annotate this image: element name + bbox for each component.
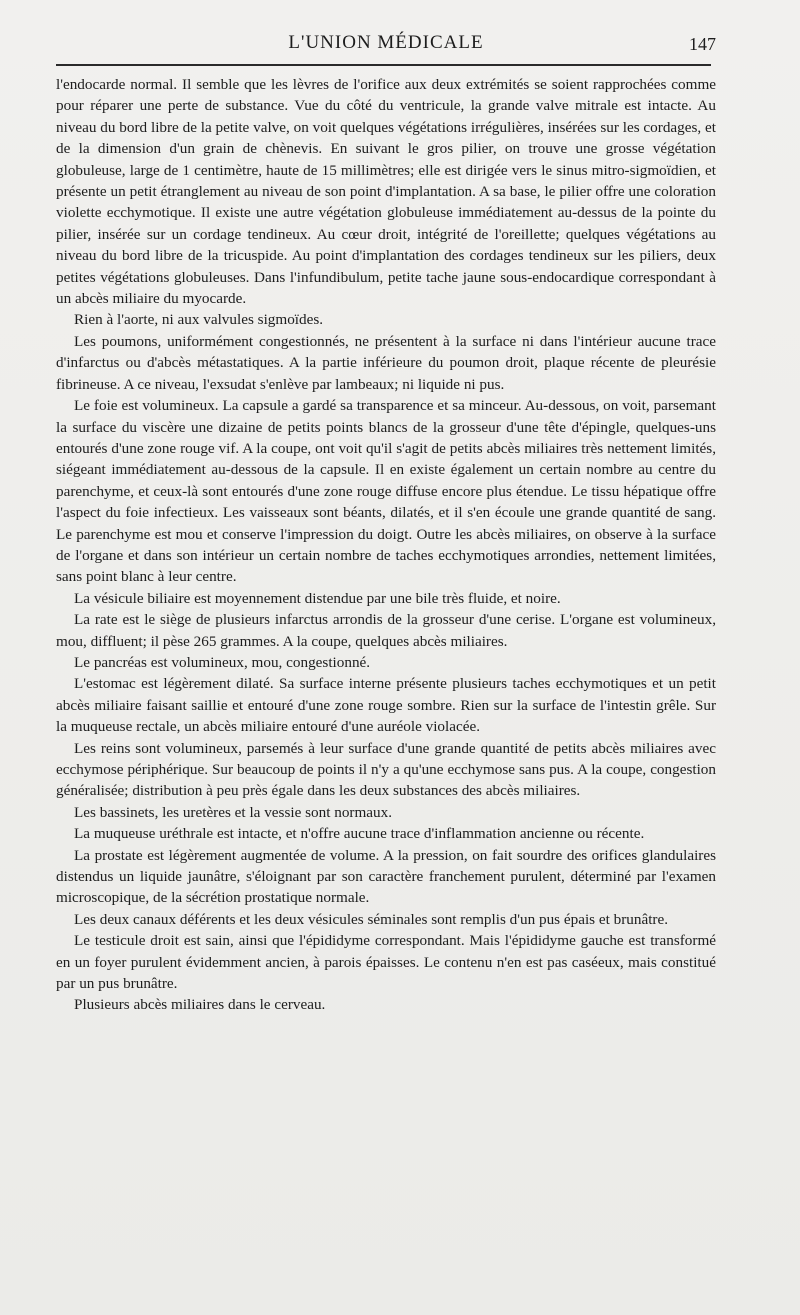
paragraph: Rien à l'aorte, ni aux valvules sigmoïdes. xyxy=(74,311,324,329)
page-header xyxy=(56,28,716,60)
paragraph: Les bassinets, les uretères et la vessie sont normaux. xyxy=(74,803,393,821)
paragraph: Le testicule droit est sain, ainsi que l'épididyme correspondant. Mais l'épididyme gauche est transformé en un foyer purulent évidemment ancien, à parois épaisses. Le contenu n'en est pas caséeux, mais constitué par un pus brunâtre. xyxy=(56,932,716,993)
paragraph: Plusieurs abcès miliaires dans le cerveau. xyxy=(74,996,326,1014)
article-body xyxy=(56,74,716,1016)
paragraph: L'estomac est légèrement dilaté. Sa surface interne présente plusieurs taches ecchymotiques et un petit abcès miliaire faisant saillie et entouré d'une zone rouge sombre. Rien sur la surface de l'intestin grêle. Sur la muqueuse rectale, un abcès miliaire entouré d'une auréole violacée. xyxy=(56,675,716,736)
paragraph: Les deux canaux déférents et les deux vésicules séminales sont remplis d'un pus épais et brunâtre. xyxy=(74,910,669,928)
page-number: 147 xyxy=(689,34,716,54)
running-title: L'UNION MÉDICALE xyxy=(288,32,484,53)
paragraph: Le pancréas est volumineux, mou, congestionné. xyxy=(74,653,371,671)
paragraph: l'endocarde normal. Il semble que les lèvres de l'orifice aux deux extrémités se soient rapprochées comme pour réparer une perte de substance. Vue du côté du ventricule, la grande valve mitrale est intacte. Au niveau du bord libre de la petite valve, on voit quelques végétations irrégulières, insérées sur les cordages, et de la dimension d'un grain de chènevis. En suivant le gros pilier, on trouve une grosse végétation globuleuse, large de 1 centimètre, haute de 15 millimètres; elle est dirigée vers le sinus mitro-sigmoïdien, et présente un petit étranglement au niveau de son point d'implantation. A sa base, le pilier offre une coloration violette ecchymotique. Il existe une autre végétation globuleuse immédiatement au-dessus de la pointe du pilier, insérée sur un cordage tendineux. Au cœur droit, intégrité de l'oreillette; quelques végétations au niveau du bord libre de la tricuspide. Au point d'implantation des cordages tendineux sur les piliers, deux petites végétations globuleuses. Dans l'infundibulum, petite tache jaune sous-endocardique correspondant à un abcès miliaire du myocarde. xyxy=(56,76,716,308)
paragraph: La rate est le siège de plusieurs infarctus arrondis de la grosseur d'une cerise. L'organe est volumineux, mou, diffluent; il pèse 265 grammes. A la coupe, quelques abcès miliaires. xyxy=(56,611,716,650)
paragraph: Le foie est volumineux. La capsule a gardé sa transparence et sa minceur. Au-dessous, on voit, parsemant la surface du viscère une dizaine de petits points blancs de la grosseur d'une tête d'épingle, quelques-uns entourés d'une zone rouge vif. A la coupe, ont voit qu'il s'agit de petits abcès miliaires très nettement limités, siégeant immédiatement au-dessous de la capsule. Il en existe également un certain nombre au centre du parenchyme, et ceux-là sont entourés d'une zone rouge diffuse encore plus étendue. Le tissu hépatique offre l'aspect du foie infectieux. Les vaisseaux sont béants, dilatés, et il s'en écoule une grande quantité de sang. Le parenchyme est mou et conserve l'impression du doigt. Outre les abcès miliaires, on observe à la surface de l'organe et dans son intérieur un certain nombre de taches ecchymotiques arrondies, nettement limitées, sans point blanc à leur centre. xyxy=(56,397,716,586)
header-rule xyxy=(56,64,711,66)
paragraph: La vésicule biliaire est moyennement distendue par une bile très fluide, et noire. xyxy=(74,589,561,607)
paragraph: Les reins sont volumineux, parsemés à leur surface d'une grande quantité de petits abcès miliaires avec ecchymose périphérique. Sur beaucoup de points il n'y a qu'une ecchymose sans pus. A la coupe, congestion généralisée; distribution à peu près égale dans les deux substances des abcès miliaires. xyxy=(56,739,716,800)
paragraph: La muqueuse uréthrale est intacte, et n'offre aucune trace d'inflammation ancienne ou récente. xyxy=(74,825,645,843)
paragraph: La prostate est légèrement augmentée de volume. A la pression, on fait sourdre des orifices glandulaires distendus un liquide jaunâtre, s'éloignant par son caractère franchement purulent, déterminé par l'examen microscopique, de la sécrétion prostatique normale. xyxy=(56,846,716,907)
paragraph: Les poumons, uniformément congestionnés, ne présentent à la surface ni dans l'intérieur aucune trace d'infarctus ou d'abcès métastatiques. A la partie inférieure du poumon droit, plaque récente de pleurésie fibrineuse. A ce niveau, l'exsudat s'enlève par lambeaux; ni liquide ni pus. xyxy=(56,332,716,393)
